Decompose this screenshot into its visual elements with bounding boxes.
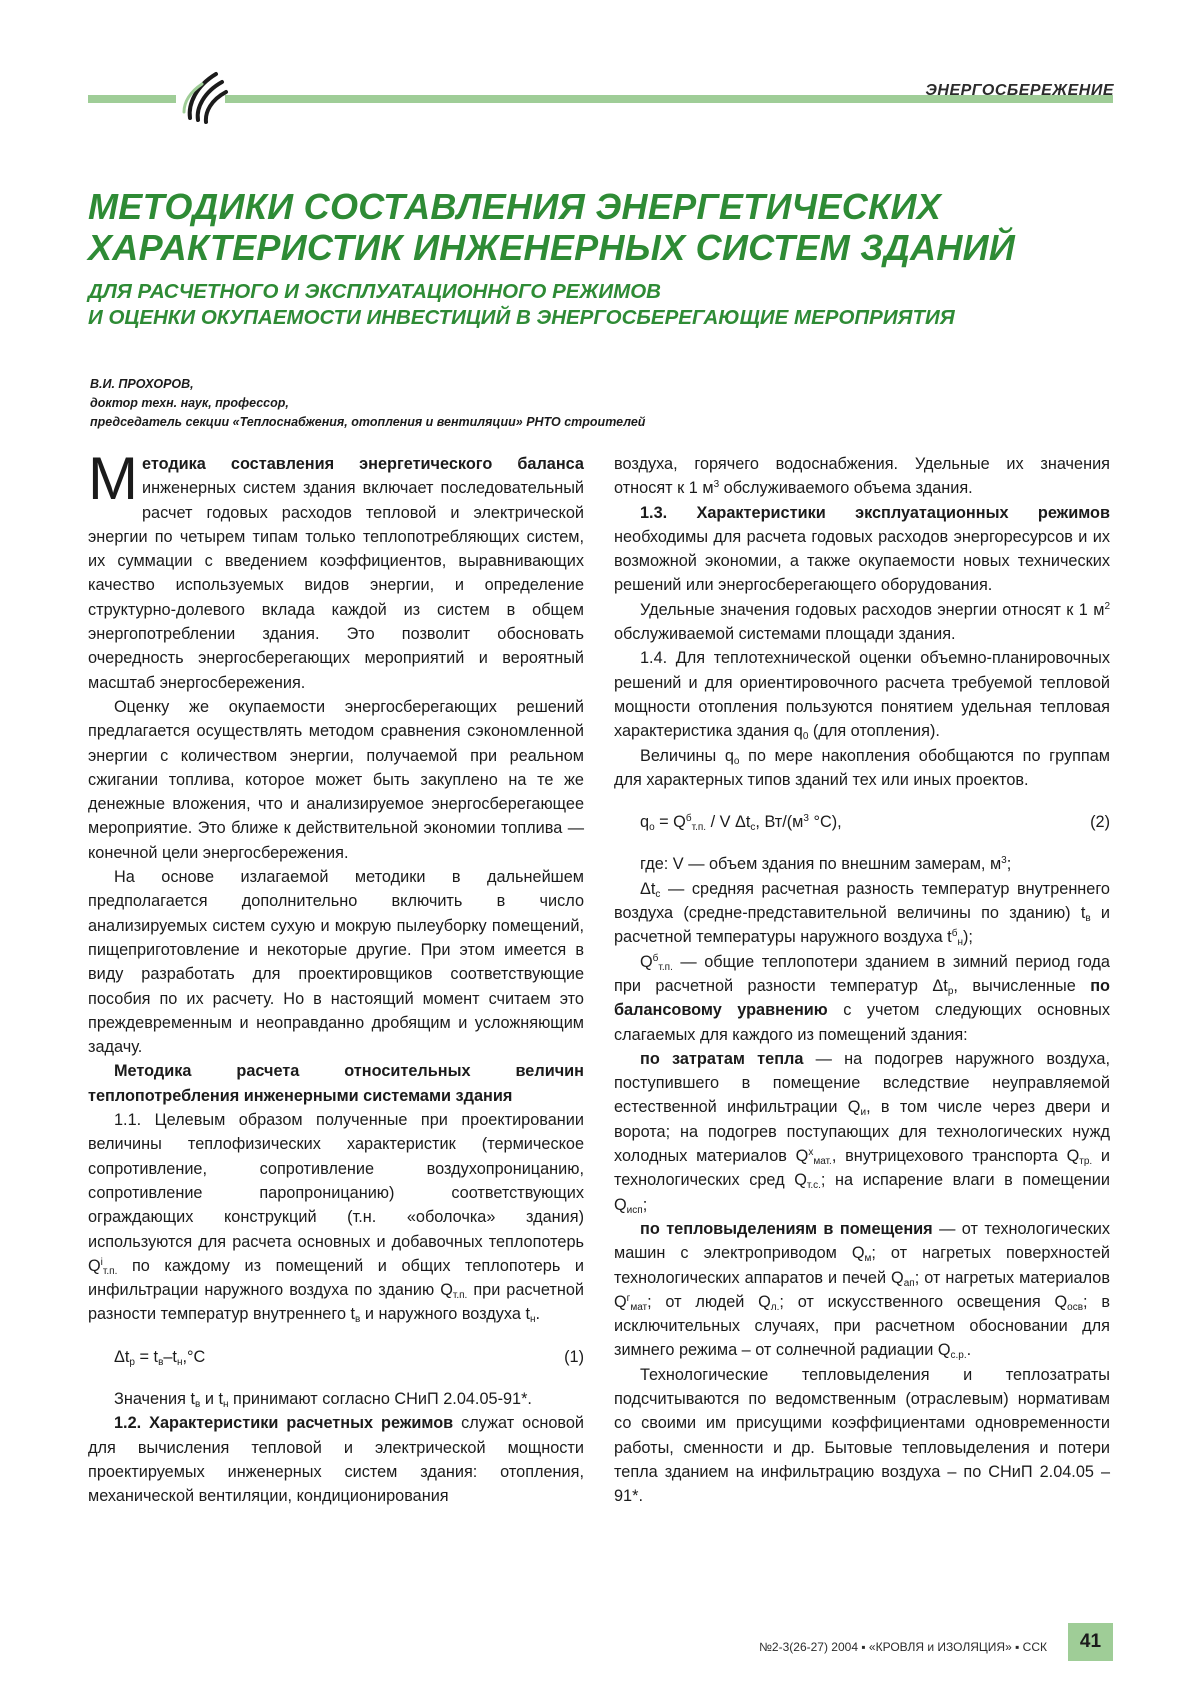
article-title <box>88 186 1108 268</box>
paragraph: $Q^б_{т.п.}$ — общие теплопотери зданием в зимний период года при расчетной разности температур $\Delta t_р$, вычисленные по балансовому уравнению с учетом следующих основных слагаемых для каждого из помещений здания: <box>614 952 1110 1044</box>
paragraph: Методика составления энергетического баланса инженерных систем здания включает последовательный расчет годовых расходов тепловой и электрической энергии по четырем типам только теплопотребляющих систем, их суммации с введением коэффициентов, выравнивающих качество используемых видов энергии, и определение структурно-долевого вклада каждой из систем в общем энергопотреблении здания. Это позволит обосновать очередность энергосберегающих мероприятий и вероятный масштаб энергосбережения. <box>88 445 584 692</box>
author-degree: доктор техн. наук, профессор, <box>90 396 289 410</box>
paragraph: где: V — объем здания по внешним замерам, $м^3$; <box>640 855 1012 874</box>
equation-number: (2) <box>1090 813 1110 832</box>
paragraph: 1.1. Целевым образом полученные при проектировании величины теплофизических характеристик (термическое сопротивление, сопротивление воздухопроницанию, сопротивление паропроницанию) соответствующих ограждающих конструкций (т.н. «оболочка» здания) используются для расчета основных и добавочных теплопотерь $Q^i_{т.п.}$ по каждому из помещений и общих теплопотерь и инфильтрации наружного воздуха по зданию $Q_{т.п.}$ при расчетной разности температур внутреннего $t_в$ и наружного воздуха $t_н$. <box>88 1111 584 1326</box>
author-name: В.И. ПРОХОРОВ, <box>90 377 194 391</box>
paragraph: Значения $t_в$ и $t_н$ принимают согласно СНиП 2.04.05-91*. <box>114 1389 532 1410</box>
paragraph: воздуха, горячего водоснабжения. Удельные их значения относят к 1 $м^3$ обслуживаемого объема здания. <box>614 455 1110 498</box>
paragraph: Оценку же окупаемости энергосберегающих решений предлагается осуществлять методом сравнения сэкономленной энергии с количеством энергии, получаемой при реальном сжигании топлива, которое может быть закуплено на те же денежные вложения, что и анализируемое энергосберегающее мероприятие. Это ближе к действительной экономии топлива — конечной цели энергосбережения. <box>88 697 584 862</box>
title-line: ХАРАКТЕРИСТИК ИНЖЕНЕРНЫХ СИСТЕМ ЗДАНИЙ <box>88 227 1016 268</box>
subtitle-line: И ОЦЕНКИ ОКУПАЕМОСТИ ИНВЕСТИЦИЙ В ЭНЕРГОСБЕРЕГАЮЩИЕ МЕРОПРИЯТИЯ <box>88 306 955 329</box>
section-label: ЭНЕРГОСБЕРЕЖЕНИЕ <box>925 82 1114 99</box>
page-number: 41 <box>1068 1623 1113 1661</box>
text-column-left <box>88 445 585 1508</box>
article-subtitle <box>88 279 1108 331</box>
paragraph: 1.4. Для теплотехнической оценки объемно-планировочных решений и для ориентировочного расчета требуемой тепловой мощности отопления пользуются понятием удельная тепловая характеристика здания $q_0$ (для отопления). <box>614 649 1110 743</box>
paragraph: Технологические тепловыделения и теплозатраты подсчитываются по ведомственным (отраслевым) нормативам со своими им присущими коэффициентами одновременности работы, сменности и др. Бытовые тепловыделения и потери тепла зданием на инфильтрацию воздуха – по СНиП 2.04.05 – 91*. <box>614 1365 1110 1506</box>
paragraph: по тепловыделениям в помещения — от технологических машин с электроприводом $Q_м$; от нагретых поверхностей технологических аппаратов и печей $Q_{ап}$; от нагретых материалов $Q^г_{мат}$; от людей $Q_{л.}$; от искусственного освещения $Q_{осв}$; в исключительных случаях, при расчетном обосновании для зимнего режима – от солнечной радиации $Q_{с.р.}$. <box>614 1219 1110 1362</box>
title-line: МЕТОДИКИ СОСТАВЛЕНИЯ ЭНЕРГЕТИЧЕСКИХ <box>88 186 942 227</box>
header-rule-left <box>88 95 178 103</box>
author-position: председатель секции «Теплоснабжения, отопления и вентиляции» РНТО строителей <box>90 415 646 429</box>
equation-body: $q_о = Q^б_{т.п.} / V$ $\Delta t_с$, $Вт/(м^3$ °С), <box>640 813 842 834</box>
paragraph: На основе излагаемой методики в дальнейшем предполагается дополнительно включить в число анализируемых систем сухую и мокрую пылеуборку помещений, пищеприготовление и некоторые другие. При этом имеется в виду разработать для проектировщиков соответствующие пособия по их расчету. Но в настоящий момент считаем это преждевременным и неоправданно дробящим и усложняющим задачу. <box>88 868 584 1057</box>
paragraph: $\Delta t_с$ — средняя расчетная разность температур внутреннего воздуха (средне-представительной величины по зданию) $t_в$ и расчетной температуры наружного воздуха $t^б_н$); <box>614 879 1110 949</box>
equation-1 <box>88 1345 584 1369</box>
paragraph: по затратам тепла — на подогрев наружного воздуха, поступившего в помещение вследствие неуправляемой естественной инфильтрации $Q_и$, в том числе через двери и ворота; на подогрев поступающих для технологических нужд холодных материалов $Q^х_{мат.}$, внутрицехового транспорта $Q_{тр.}$ и технологических сред $Q_{т.с.}$; на испарение влаги в помещении $Q_{исп}$; <box>614 1049 1110 1216</box>
equation-body: $\Delta t_р = t_в-t_н,^\circ С$ <box>114 1347 206 1368</box>
author-block <box>90 375 645 432</box>
stylized-arcs-logo-icon <box>176 68 232 124</box>
paragraph: Величины $q_о$ по мере накопления обобщаются по группам для характерных типов зданий тех или иных проектов. <box>614 746 1110 789</box>
equation-number: (1) <box>564 1347 584 1366</box>
drop-cap: М <box>88 445 138 512</box>
journal-info: №2-3(26-27) 2004 ▪ «КРОВЛЯ и ИЗОЛЯЦИЯ» ▪ ССК <box>759 1640 1047 1654</box>
text-column-right <box>614 452 1110 1508</box>
subtitle-line: ДЛЯ РАСЧЕТНОГО И ЭКСПЛУАТАЦИОННОГО РЕЖИМОВ <box>88 280 661 303</box>
paragraph: Удельные значения годовых расходов энергии относят к 1 $м^2$ обслуживаемой системами площади здания. <box>614 600 1110 644</box>
paragraph: 1.2. Характеристики расчетных режимов служат основой для вычисления тепловой и электрической мощности проектируемых инженерных систем здания: отопления, механической вентиляции, кондиционирования <box>88 1414 585 1506</box>
equation-2 <box>614 810 1110 834</box>
paragraph: 1.3. Характеристики эксплуатационных режимов необходимы для расчета годовых расходов энергоресурсов и их возможной экономии, а также окупаемости новых технических решений или энергосберегающего оборудования. <box>614 503 1110 595</box>
section-heading: Методика расчета относительных величин теплопотребления инженерными системами здания <box>88 1062 584 1105</box>
